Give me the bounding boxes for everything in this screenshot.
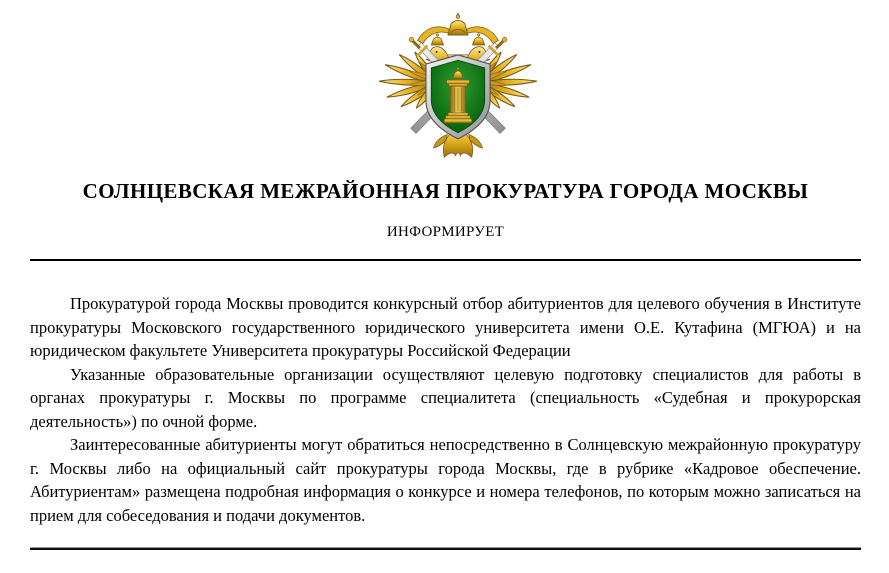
paragraph-3: Заинтересованные абитуриенты могут обратиться непосредственно в Солнцевскую межрайонную прокуратуру г. Москвы либо на официальный сайт прокуратуры города Москвы, где в рубрике «Кадровое обеспечение. Абитуриентам» размещена подробная информация о конкурсе и номера телефонов, по которым можно записаться на прием для собеседования и подачи документов. (30, 435, 861, 525)
prosecutor-emblem-image (374, 12, 542, 165)
paragraph-1: Прокуратурой города Москвы проводится конкурсный отбор абитуриентов для целевого обучения в Институте прокуратуры Московского государственного юридического университета имени О.Е. Кутафина (МГЮА) и на юридическом факультете Университета прокуратуры Российской Федерации (30, 294, 861, 360)
prosecutor-emblem (0, 12, 889, 165)
page-title: СОЛНЦЕВСКАЯ МЕЖРАЙОННАЯ ПРОКУРАТУРА ГОРОДА МОСКВЫ (82, 179, 809, 203)
emblem-central-crown (448, 13, 468, 35)
bottom-divider (30, 547, 861, 550)
document-body (30, 292, 861, 527)
paragraph-2: Указанные образовательные организации осуществляют целевую подготовку специалистов для работы в органах прокуратуры г. Москвы по программе специалитета (специальность «Судебная и прокурорская деятельность») по очной форме. (30, 364, 861, 431)
top-divider (30, 259, 861, 261)
page-subtitle: ИНФОРМИРУЕТ (386, 224, 505, 240)
